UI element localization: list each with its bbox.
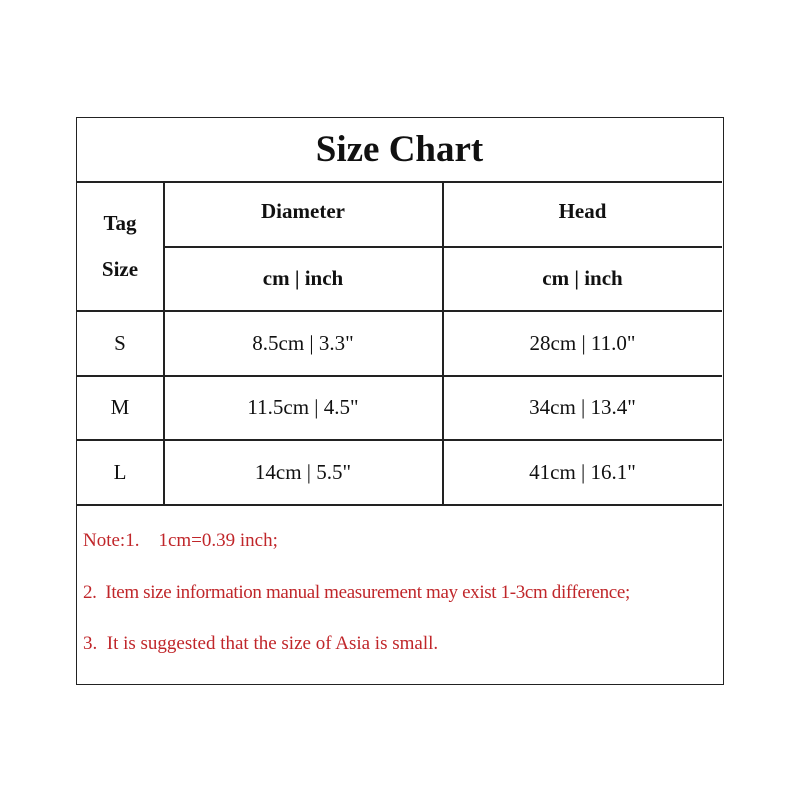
row-l-head: 41cm | 16.1" <box>529 459 636 484</box>
row-s-diameter: 8.5cm | 3.3" <box>252 330 354 355</box>
head-units-header: cm | inch <box>542 266 623 290</box>
rule-below-row-l <box>77 504 722 506</box>
tag-size-header-line2: Size <box>101 256 139 281</box>
note-line-1: Note:1. 1cm=0.39 inch; <box>83 530 278 551</box>
row-s-size: S <box>114 330 126 355</box>
size-chart-table <box>76 117 724 685</box>
row-m-size: M <box>110 395 130 419</box>
tag-size-header-line1: Tag <box>103 210 137 235</box>
note-line-3: 3. It is suggested that the size of Asia is small. <box>83 633 439 654</box>
row-m-head: 34cm | 13.4" <box>529 395 636 419</box>
row-s-head: 28cm | 11.0" <box>529 330 636 355</box>
diameter-header: Diameter <box>261 198 345 223</box>
note-line-2: 2. Item size information manual measurement may exist 1-3cm difference; <box>83 582 630 603</box>
row-l-size: L <box>113 459 127 484</box>
row-m-diameter: 11.5cm | 4.5" <box>247 395 359 419</box>
tag-size-header <box>77 181 163 310</box>
head-header: Head <box>558 198 607 223</box>
chart-title: Size Chart <box>315 129 484 170</box>
row-l-diameter: 14cm | 5.5" <box>254 459 352 484</box>
diameter-units-header: cm | inch <box>262 266 344 290</box>
